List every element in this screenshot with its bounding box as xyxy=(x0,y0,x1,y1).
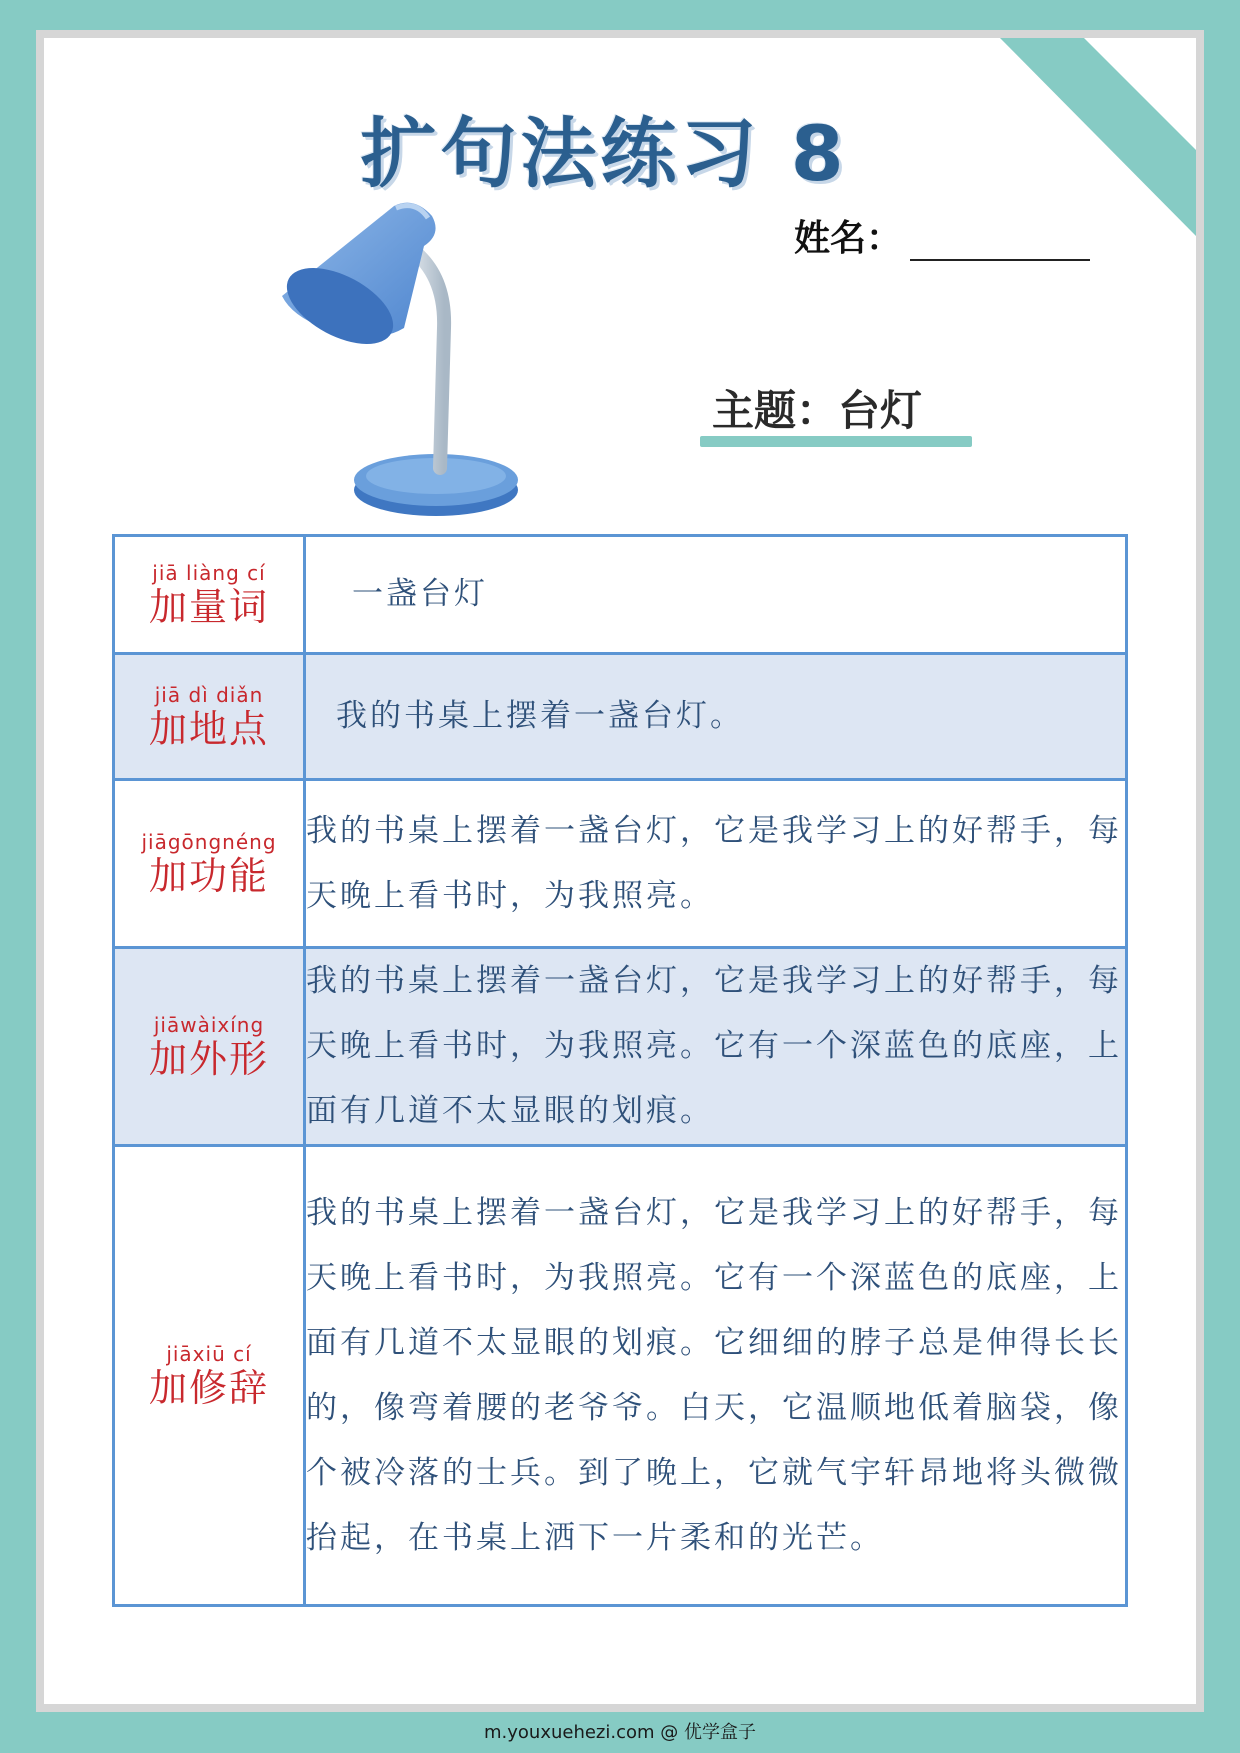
table-row xyxy=(114,536,1127,654)
table-row xyxy=(114,1146,1127,1606)
pinyin: jiāxiū cí xyxy=(166,1341,252,1366)
theme-heading: 主题：台灯 xyxy=(712,386,923,435)
table-row xyxy=(114,780,1127,948)
label-text: 加外形 xyxy=(148,1036,269,1081)
theme-underline xyxy=(700,436,972,447)
row-label xyxy=(114,1146,305,1606)
label-text: 加地点 xyxy=(148,706,269,751)
label-text: 加功能 xyxy=(148,853,269,898)
desk-lamp-icon xyxy=(264,178,604,528)
row-label xyxy=(114,948,305,1146)
row-label xyxy=(114,654,305,780)
pinyin: jiāgōngnéng xyxy=(141,829,277,854)
example-sentence: 我的书桌上摆着一盏台灯，它是我学习上的好帮手，每天晚上看书时，为我照亮。它有一个深蓝色的底座，上面有几道不太显眼的划痕。它细细的脖子总是伸得长长的，像弯着腰的老爷爷。白天，它温顺地低着脑袋，像个被冷落的士兵。到了晚上，它就气宇轩昂地将头微微抬起，在书桌上洒下一片柔和的光芒。 xyxy=(305,1146,1127,1606)
pinyin: jiāwàixíng xyxy=(153,1012,265,1037)
pinyin: jiā liàng cí xyxy=(152,560,266,585)
worksheet-title: 扩句法练习 8 xyxy=(360,109,848,198)
footer-url[interactable]: m.youxuehezi.com @ 优学盒子 xyxy=(483,1722,756,1743)
name-blank-line[interactable] xyxy=(910,223,1090,261)
name-label: 姓名： xyxy=(794,218,903,259)
example-sentence: 我的书桌上摆着一盏台灯。 xyxy=(305,654,1127,780)
name-field xyxy=(794,210,1090,261)
example-sentence: 我的书桌上摆着一盏台灯，它是我学习上的好帮手，每天晚上看书时，为我照亮。 xyxy=(305,780,1127,948)
example-sentence: 一盏台灯 xyxy=(305,536,1127,654)
table-row xyxy=(114,654,1127,780)
label-text: 加量词 xyxy=(148,584,269,629)
row-label xyxy=(114,536,305,654)
pinyin: jiā dì diǎn xyxy=(154,682,264,707)
expansion-table xyxy=(112,534,1128,1607)
example-sentence: 我的书桌上摆着一盏台灯，它是我学习上的好帮手，每天晚上看书时，为我照亮。它有一个深蓝色的底座，上面有几道不太显眼的划痕。 xyxy=(305,948,1127,1146)
label-text: 加修辞 xyxy=(148,1365,269,1410)
worksheet-paper xyxy=(44,38,1196,1704)
table-row xyxy=(114,948,1127,1146)
row-label xyxy=(114,780,305,948)
